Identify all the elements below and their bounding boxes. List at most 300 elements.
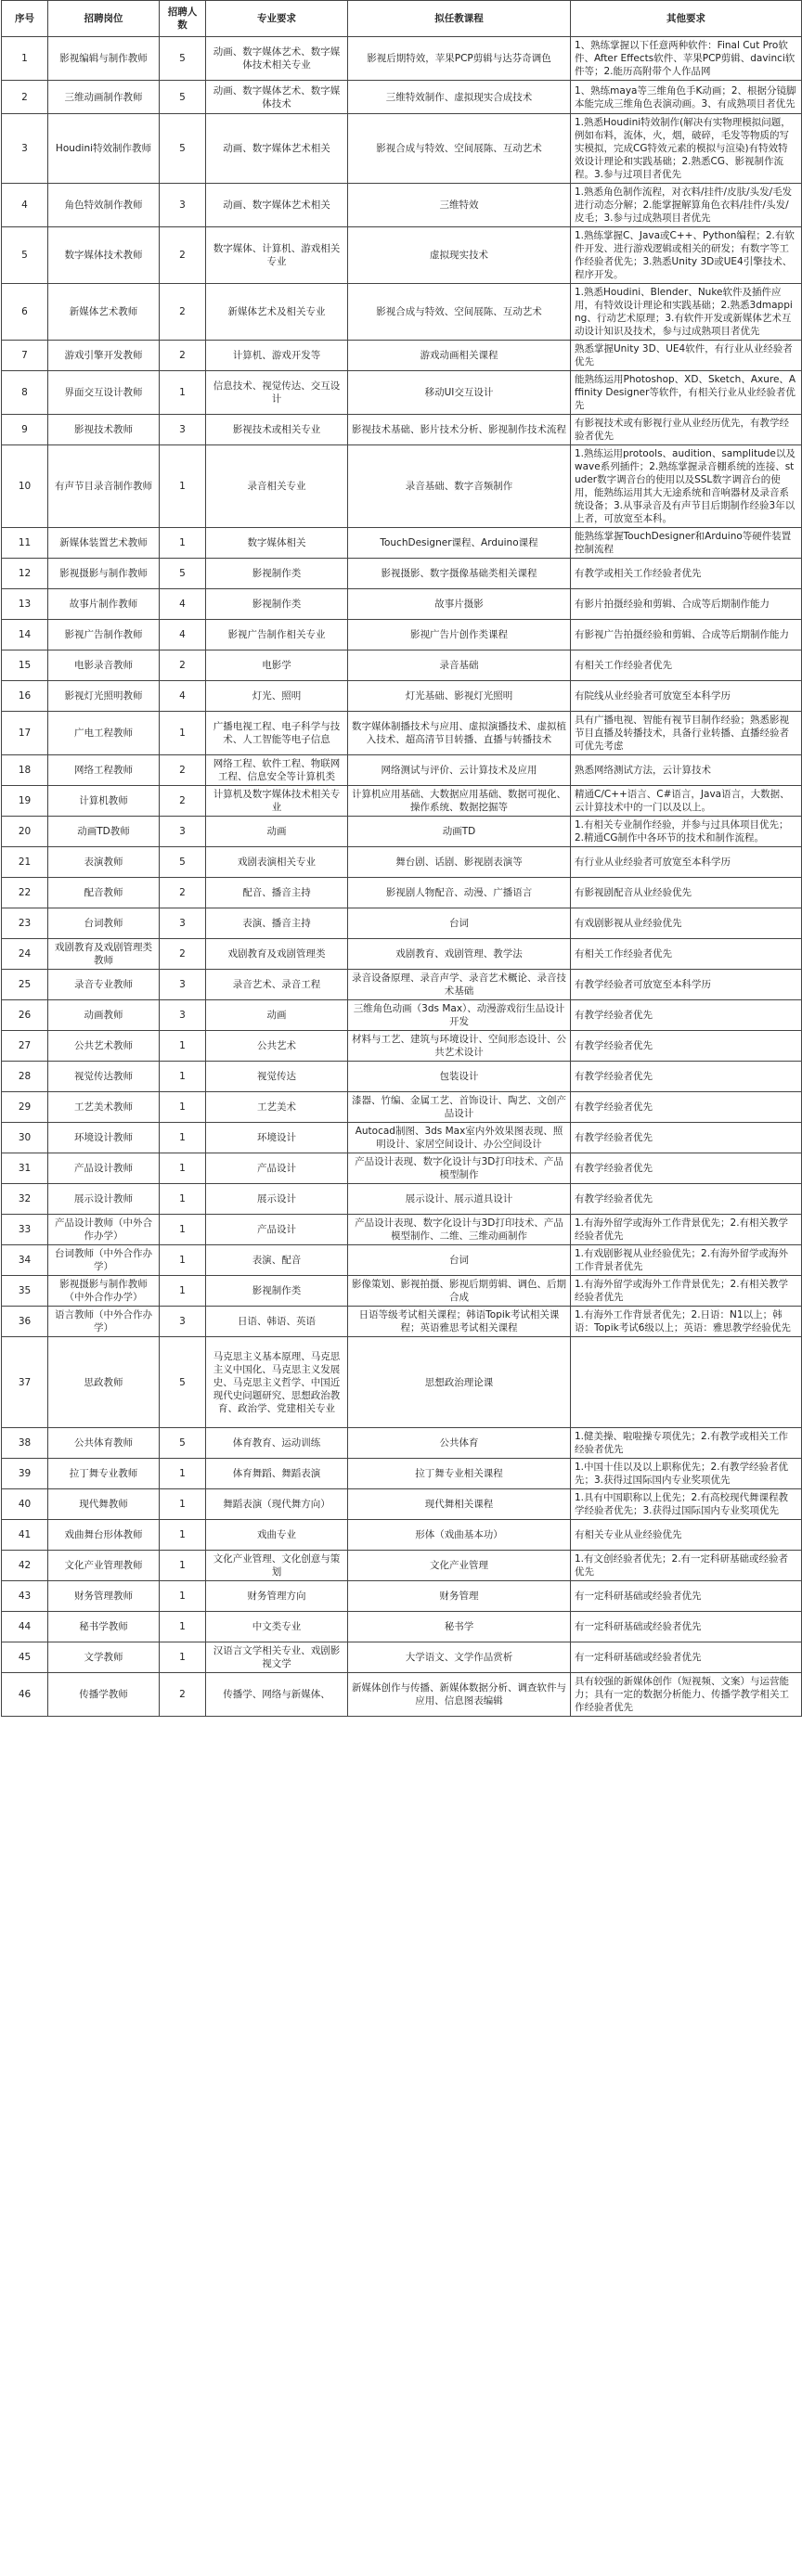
cell-position: 财务管理教师 xyxy=(48,1581,160,1612)
table-row xyxy=(2,1489,802,1520)
cell-major: 传播学、网络与新媒体、 xyxy=(206,1673,348,1717)
cell-no: 2 xyxy=(2,81,48,114)
cell-count: 3 xyxy=(160,415,206,445)
cell-no: 24 xyxy=(2,939,48,970)
cell-major: 日语、韩语、英语 xyxy=(206,1307,348,1337)
cell-course: 漆器、竹编、金属工艺、首饰设计、陶艺、文创产品设计 xyxy=(348,1092,571,1123)
cell-major: 舞蹈表演（现代舞方向） xyxy=(206,1489,348,1520)
cell-position: 有声节目录音制作教师 xyxy=(48,445,160,528)
cell-major: 录音相关专业 xyxy=(206,445,348,528)
cell-no: 42 xyxy=(2,1551,48,1581)
cell-other: 1.有文创经验者优先；2.有一定科研基础或经验者优先 xyxy=(571,1551,802,1581)
header-position: 招聘岗位 xyxy=(48,1,160,37)
cell-course: 影视合成与特效、空间展陈、互动艺术 xyxy=(348,114,571,184)
cell-position: 影视灯光照明教师 xyxy=(48,681,160,712)
cell-other: 1、熟练掌握以下任意两种软件：Final Cut Pro软件、After Effects软件、苹果PCP剪辑、davinci软件等；2.能历高附带个人作品网 xyxy=(571,37,802,81)
table-row xyxy=(2,755,802,786)
cell-count: 1 xyxy=(160,1489,206,1520)
cell-major: 中文类专业 xyxy=(206,1612,348,1642)
table-row xyxy=(2,817,802,847)
cell-no: 8 xyxy=(2,371,48,415)
cell-other: 有行业从业经验者可放宽至本科学历 xyxy=(571,847,802,878)
cell-count: 4 xyxy=(160,589,206,620)
cell-no: 9 xyxy=(2,415,48,445)
cell-position: 戏曲舞台形体教师 xyxy=(48,1520,160,1551)
cell-other: 1.熟悉Houdini、Blender、Nuke软件及插件应用，有特效设计理论和实践基础；2.熟悉3dmapping、行动艺术原理；3.有软件开发或新媒体艺术互动设计知识及技术，参与过成熟项目者优先 xyxy=(571,284,802,341)
header-no: 序号 xyxy=(2,1,48,37)
cell-other: 有相关专业从业经验优先 xyxy=(571,1520,802,1551)
cell-no: 40 xyxy=(2,1489,48,1520)
cell-no: 43 xyxy=(2,1581,48,1612)
cell-count: 1 xyxy=(160,1062,206,1092)
cell-count: 2 xyxy=(160,786,206,817)
cell-major: 马克思主义基本原理、马克思主义中国化、马克思主义发展史、马克思主义哲学、中国近现代史问题研究、思想政治教育、政治学、党建相关专业 xyxy=(206,1337,348,1428)
table-row xyxy=(2,1123,802,1153)
cell-no: 35 xyxy=(2,1276,48,1307)
cell-course: 新媒体创作与传播、新媒体数据分析、调查软件与应用、信息图表编辑 xyxy=(348,1673,571,1717)
cell-no: 32 xyxy=(2,1184,48,1215)
cell-no: 39 xyxy=(2,1459,48,1489)
table-row xyxy=(2,878,802,908)
cell-count: 2 xyxy=(160,939,206,970)
cell-position: 动画TD教师 xyxy=(48,817,160,847)
cell-no: 14 xyxy=(2,620,48,650)
cell-other: 有相关工作经验者优先 xyxy=(571,650,802,681)
table-row xyxy=(2,1245,802,1276)
cell-position: 影视编辑与制作教师 xyxy=(48,37,160,81)
cell-course: 录音设备原理、录音声学、录音艺术概论、录音技术基础 xyxy=(348,970,571,1000)
cell-course: 影视合成与特效、空间展陈、互动艺术 xyxy=(348,284,571,341)
cell-other: 1.熟悉角色制作流程，对衣料/挂件/皮肤/头发/毛发进行动态分解；2.能掌握解算角色衣料/挂件/头发/皮毛；3.参与过成熟项目者优先 xyxy=(571,184,802,227)
cell-no: 31 xyxy=(2,1153,48,1184)
table-row xyxy=(2,284,802,341)
cell-count: 1 xyxy=(160,1123,206,1153)
cell-count: 1 xyxy=(160,1245,206,1276)
cell-other: 有影视广告拍摄经验和剪辑、合成等后期制作能力 xyxy=(571,620,802,650)
cell-other: 1.具有中国职称以上优先；2.有高校现代舞课程教学经验者优先；3.获得过国际国内专业奖项优先 xyxy=(571,1489,802,1520)
cell-course: 思想政治理论课 xyxy=(348,1337,571,1428)
cell-course: 秘书学 xyxy=(348,1612,571,1642)
cell-count: 1 xyxy=(160,1153,206,1184)
cell-major: 文化产业管理、文化创意与策划 xyxy=(206,1551,348,1581)
cell-major: 计算机、游戏开发等 xyxy=(206,341,348,371)
cell-course: 文化产业管理 xyxy=(348,1551,571,1581)
cell-count: 4 xyxy=(160,620,206,650)
cell-position: 工艺美术教师 xyxy=(48,1092,160,1123)
cell-major: 信息技术、视觉传达、交互设计 xyxy=(206,371,348,415)
cell-position: 台词教师（中外合作办学） xyxy=(48,1245,160,1276)
cell-position: 公共体育教师 xyxy=(48,1428,160,1459)
header-course: 拟任教课程 xyxy=(348,1,571,37)
cell-position: 现代舞教师 xyxy=(48,1489,160,1520)
cell-count: 5 xyxy=(160,37,206,81)
cell-other: 有相关工作经验者优先 xyxy=(571,939,802,970)
cell-no: 23 xyxy=(2,908,48,939)
table-row xyxy=(2,1337,802,1428)
cell-course: 拉丁舞专业相关课程 xyxy=(348,1459,571,1489)
cell-course: 三维特效制作、虚拟现实合成技术 xyxy=(348,81,571,114)
cell-no: 16 xyxy=(2,681,48,712)
table-row xyxy=(2,1551,802,1581)
table-row xyxy=(2,1092,802,1123)
cell-position: 新媒体装置艺术教师 xyxy=(48,528,160,559)
cell-major: 影视技术或相关专业 xyxy=(206,415,348,445)
cell-other: 1.熟练运用protools、audition、samplitude以及wave系列插件；2.熟练掌握录音棚系统的连接、studer数字调音台的使用以及SSL数字调音台的使用，能熟练运用其大无途系统和音响器材及录音系统设备；3.从事录音及有声节目后期制作经验3年以上者，可放宽至本科。 xyxy=(571,445,802,528)
cell-count: 3 xyxy=(160,1000,206,1031)
cell-other: 能熟练运用Photoshop、XD、Sketch、Axure、Affinity Designer等软件，有相关行业从业经验者优先 xyxy=(571,371,802,415)
cell-other: 能熟练掌握TouchDesigner和Arduino等硬件装置控制流程 xyxy=(571,528,802,559)
cell-position: 产品设计教师 xyxy=(48,1153,160,1184)
table-row xyxy=(2,589,802,620)
cell-count: 1 xyxy=(160,1031,206,1062)
cell-course: 录音基础、数字音频制作 xyxy=(348,445,571,528)
cell-course: 大学语文、文学作品赏析 xyxy=(348,1642,571,1673)
cell-other: 有教学经验者优先 xyxy=(571,1123,802,1153)
cell-position: 影视技术教师 xyxy=(48,415,160,445)
cell-other: 精通C/C++语言、C#语言，Java语言，大数据、云计算技术中的一门以及以上。 xyxy=(571,786,802,817)
table-row xyxy=(2,939,802,970)
cell-count: 5 xyxy=(160,1428,206,1459)
cell-major: 体育舞蹈、舞蹈表演 xyxy=(206,1459,348,1489)
cell-course: 影视技术基础、影片技术分析、影视制作技术流程 xyxy=(348,415,571,445)
cell-no: 25 xyxy=(2,970,48,1000)
cell-no: 30 xyxy=(2,1123,48,1153)
cell-course: 产品设计表现、数字化设计与3D打印技术、产品模型制作、二维、三维动画制作 xyxy=(348,1215,571,1245)
cell-position: 环境设计教师 xyxy=(48,1123,160,1153)
table-row xyxy=(2,1031,802,1062)
table-row xyxy=(2,847,802,878)
cell-position: 文化产业管理教师 xyxy=(48,1551,160,1581)
table-row xyxy=(2,184,802,227)
cell-course: 影像策划、影视拍摄、影视后期剪辑、调色、后期合成 xyxy=(348,1276,571,1307)
cell-count: 1 xyxy=(160,1551,206,1581)
cell-count: 1 xyxy=(160,445,206,528)
cell-other: 熟悉掌握Unity 3D、UE4软件，有行业从业经验者优先 xyxy=(571,341,802,371)
table-row xyxy=(2,1215,802,1245)
cell-course: 虚拟现实技术 xyxy=(348,227,571,284)
cell-count: 5 xyxy=(160,847,206,878)
cell-major: 视觉传达 xyxy=(206,1062,348,1092)
cell-no: 7 xyxy=(2,341,48,371)
cell-other: 1.有海外留学或海外工作背景优先；2.有相关教学经验者优先 xyxy=(571,1276,802,1307)
cell-course: 展示设计、展示道具设计 xyxy=(348,1184,571,1215)
table-row xyxy=(2,1184,802,1215)
cell-no: 12 xyxy=(2,559,48,589)
cell-no: 38 xyxy=(2,1428,48,1459)
cell-no: 27 xyxy=(2,1031,48,1062)
cell-other: 熟悉网络测试方法，云计算技术 xyxy=(571,755,802,786)
table-row xyxy=(2,712,802,755)
cell-count: 1 xyxy=(160,712,206,755)
cell-other: 有教学经验者优先 xyxy=(571,1062,802,1092)
cell-position: 影视广告制作教师 xyxy=(48,620,160,650)
cell-position: 录音专业教师 xyxy=(48,970,160,1000)
cell-major: 表演、配音 xyxy=(206,1245,348,1276)
cell-course: 财务管理 xyxy=(348,1581,571,1612)
cell-other: 有院线从业经验者可放宽至本科学历 xyxy=(571,681,802,712)
cell-count: 5 xyxy=(160,81,206,114)
cell-position: 展示设计教师 xyxy=(48,1184,160,1215)
cell-other: 有教学经验者优先 xyxy=(571,1153,802,1184)
table-row xyxy=(2,1062,802,1092)
cell-position: 配音教师 xyxy=(48,878,160,908)
cell-other: 有影片拍摄经验和剪辑、合成等后期制作能力 xyxy=(571,589,802,620)
cell-position: 新媒体艺术教师 xyxy=(48,284,160,341)
cell-position: 数字媒体技术教师 xyxy=(48,227,160,284)
cell-course: 影视剧人物配音、动漫、广播语言 xyxy=(348,878,571,908)
cell-other: 有教学经验者优先 xyxy=(571,1000,802,1031)
cell-no: 34 xyxy=(2,1245,48,1276)
cell-no: 37 xyxy=(2,1337,48,1428)
cell-major: 数字媒体相关 xyxy=(206,528,348,559)
cell-count: 1 xyxy=(160,1215,206,1245)
cell-other: 1.熟练掌握C、Java或C++、Python编程；2.有软件开发、进行游戏逻辑或相关的研发；有数字等工作经验者优先；3.熟悉Unity 3D或UE4引擎技术、程序开发。 xyxy=(571,227,802,284)
cell-position: 广电工程教师 xyxy=(48,712,160,755)
cell-no: 10 xyxy=(2,445,48,528)
cell-position: 秘书学教师 xyxy=(48,1612,160,1642)
cell-position: 戏剧教育及戏剧管理类教师 xyxy=(48,939,160,970)
cell-other: 具有较强的新媒体创作（短视频、文案）与运营能力；具有一定的数据分析能力、传播学教学相关工作经验者优先 xyxy=(571,1673,802,1717)
cell-course: 游戏动画相关课程 xyxy=(348,341,571,371)
table-row xyxy=(2,1459,802,1489)
cell-major: 公共艺术 xyxy=(206,1031,348,1062)
cell-major: 新媒体艺术及相关专业 xyxy=(206,284,348,341)
cell-position: 视觉传达教师 xyxy=(48,1062,160,1092)
cell-major: 影视广告制作相关专业 xyxy=(206,620,348,650)
cell-other: 有一定科研基础或经验者优先 xyxy=(571,1642,802,1673)
cell-major: 广播电视工程、电子科学与技术、人工智能等电子信息 xyxy=(206,712,348,755)
cell-no: 46 xyxy=(2,1673,48,1717)
cell-no: 21 xyxy=(2,847,48,878)
table-row xyxy=(2,371,802,415)
cell-no: 1 xyxy=(2,37,48,81)
cell-count: 1 xyxy=(160,1520,206,1551)
cell-other: 1.熟悉Houdini特效制作(解决有实物理模拟问题，例如布料，流体，火，烟，破碎，毛发等物质的写实模拟，完成CG特效元素的模拟与渲染)有特效特效设计理论和实践基础；2.熟悉CG、影视制作流程。3.参与过项目者优先 xyxy=(571,114,802,184)
cell-course: 戏剧教育、戏剧管理、教学法 xyxy=(348,939,571,970)
table-body xyxy=(2,37,802,1717)
cell-course: 计算机应用基础、大数据应用基础、数据可视化、操作系统、数据挖掘等 xyxy=(348,786,571,817)
cell-count: 3 xyxy=(160,184,206,227)
table-row xyxy=(2,445,802,528)
cell-course: 网络测试与评价、云计算技术及应用 xyxy=(348,755,571,786)
cell-count: 3 xyxy=(160,908,206,939)
cell-major: 配音、播音主持 xyxy=(206,878,348,908)
cell-other: 有教学经验者可放宽至本科学历 xyxy=(571,970,802,1000)
cell-no: 20 xyxy=(2,817,48,847)
cell-major: 环境设计 xyxy=(206,1123,348,1153)
cell-position: 三维动画制作教师 xyxy=(48,81,160,114)
cell-position: 动画教师 xyxy=(48,1000,160,1031)
cell-no: 17 xyxy=(2,712,48,755)
cell-position: 角色特效制作教师 xyxy=(48,184,160,227)
cell-count: 4 xyxy=(160,681,206,712)
cell-count: 5 xyxy=(160,1337,206,1428)
table-row xyxy=(2,1612,802,1642)
cell-count: 3 xyxy=(160,817,206,847)
cell-position: 电影录音教师 xyxy=(48,650,160,681)
cell-major: 数字媒体、计算机、游戏相关专业 xyxy=(206,227,348,284)
table-row xyxy=(2,650,802,681)
cell-other: 有教学或相关工作经验者优先 xyxy=(571,559,802,589)
cell-position: 故事片制作教师 xyxy=(48,589,160,620)
cell-major: 戏剧表演相关专业 xyxy=(206,847,348,878)
cell-position: 文学教师 xyxy=(48,1642,160,1673)
cell-count: 3 xyxy=(160,1307,206,1337)
table-row xyxy=(2,81,802,114)
cell-other: 有教学经验者优先 xyxy=(571,1031,802,1062)
cell-count: 5 xyxy=(160,114,206,184)
header-major: 专业要求 xyxy=(206,1,348,37)
cell-position: 计算机教师 xyxy=(48,786,160,817)
cell-no: 36 xyxy=(2,1307,48,1337)
cell-count: 1 xyxy=(160,1092,206,1123)
cell-position: 影视摄影与制作教师 xyxy=(48,559,160,589)
cell-other: 有影视剧配音从业经验优先 xyxy=(571,878,802,908)
cell-other: 1.中国十佳以及以上职称优先；2.有教学经验者优先；3.获得过国际国内专业奖项优先 xyxy=(571,1459,802,1489)
cell-count: 1 xyxy=(160,1184,206,1215)
table-row xyxy=(2,227,802,284)
cell-no: 4 xyxy=(2,184,48,227)
cell-other: 1.有海外留学或海外工作背景优先；2.有相关教学经验者优先 xyxy=(571,1215,802,1245)
cell-count: 2 xyxy=(160,1673,206,1717)
cell-course: Autocad制图、3ds Max室内外效果图表现、照明设计、家居空间设计、办公空间设计 xyxy=(348,1123,571,1153)
cell-course: 日语等级考试相关课程；韩语Topik考试相关课程；英语雅思考试相关课程 xyxy=(348,1307,571,1337)
cell-major: 动画、数字媒体艺术相关 xyxy=(206,114,348,184)
recruitment-table xyxy=(1,0,802,1717)
cell-major: 影视制作类 xyxy=(206,589,348,620)
table-row xyxy=(2,37,802,81)
cell-no: 33 xyxy=(2,1215,48,1245)
cell-no: 29 xyxy=(2,1092,48,1123)
cell-position: 表演教师 xyxy=(48,847,160,878)
cell-major: 影视制作类 xyxy=(206,1276,348,1307)
cell-other: 有教学经验者优先 xyxy=(571,1184,802,1215)
table-row xyxy=(2,341,802,371)
cell-major: 体育教育、运动训练 xyxy=(206,1428,348,1459)
table-row xyxy=(2,114,802,184)
cell-no: 15 xyxy=(2,650,48,681)
cell-no: 6 xyxy=(2,284,48,341)
cell-other: 有一定科研基础或经验者优先 xyxy=(571,1581,802,1612)
table-row xyxy=(2,970,802,1000)
cell-position: Houdini特效制作教师 xyxy=(48,114,160,184)
table-row xyxy=(2,1000,802,1031)
cell-no: 41 xyxy=(2,1520,48,1551)
cell-count: 1 xyxy=(160,1276,206,1307)
header-count: 招聘人数 xyxy=(160,1,206,37)
cell-no: 19 xyxy=(2,786,48,817)
table-row xyxy=(2,1153,802,1184)
cell-major: 网络工程、软件工程、物联网工程、信息安全等计算机类 xyxy=(206,755,348,786)
table-row xyxy=(2,1673,802,1717)
cell-count: 2 xyxy=(160,755,206,786)
table-row xyxy=(2,1642,802,1673)
cell-no: 44 xyxy=(2,1612,48,1642)
cell-course: 包装设计 xyxy=(348,1062,571,1092)
cell-count: 3 xyxy=(160,970,206,1000)
cell-position: 影视摄影与制作教师（中外合作办学） xyxy=(48,1276,160,1307)
cell-no: 13 xyxy=(2,589,48,620)
cell-count: 1 xyxy=(160,528,206,559)
cell-other: 有影视技术或有影视行业从业经历优先，有教学经验者优先 xyxy=(571,415,802,445)
cell-major: 灯光、照明 xyxy=(206,681,348,712)
cell-position: 网络工程教师 xyxy=(48,755,160,786)
cell-course: 故事片摄影 xyxy=(348,589,571,620)
cell-course: 数字媒体制播技术与应用、虚拟演播技术、虚拟植入技术、超高清节目转播、直播与转播技术 xyxy=(348,712,571,755)
table-row xyxy=(2,1307,802,1337)
cell-other: 1.有戏剧影视从业经验优先；2.有海外留学或海外工作背景者优先 xyxy=(571,1245,802,1276)
cell-course: 现代舞相关课程 xyxy=(348,1489,571,1520)
cell-course: 动画TD xyxy=(348,817,571,847)
cell-major: 展示设计 xyxy=(206,1184,348,1215)
table-row xyxy=(2,559,802,589)
cell-major: 产品设计 xyxy=(206,1153,348,1184)
cell-course: 舞台剧、话剧、影视剧表演等 xyxy=(348,847,571,878)
table-row xyxy=(2,1428,802,1459)
cell-count: 2 xyxy=(160,878,206,908)
table-row xyxy=(2,1581,802,1612)
cell-count: 2 xyxy=(160,284,206,341)
cell-no: 18 xyxy=(2,755,48,786)
cell-position: 拉丁舞专业教师 xyxy=(48,1459,160,1489)
cell-no: 3 xyxy=(2,114,48,184)
table-row xyxy=(2,908,802,939)
cell-other: 1.有相关专业制作经验，并参与过具体项目优先；2.精通CG制作中各环节的技术和制作流程。 xyxy=(571,817,802,847)
cell-course: 台词 xyxy=(348,908,571,939)
cell-position: 思政教师 xyxy=(48,1337,160,1428)
cell-major: 动画 xyxy=(206,817,348,847)
cell-position: 台词教师 xyxy=(48,908,160,939)
table-row xyxy=(2,528,802,559)
cell-position: 语言教师（中外合作办学） xyxy=(48,1307,160,1337)
cell-count: 1 xyxy=(160,371,206,415)
cell-other xyxy=(571,1337,802,1428)
cell-major: 动画、数字媒体艺术、数字媒体技术相关专业 xyxy=(206,37,348,81)
cell-other: 1、熟练maya等三维角色手K动画；2、根据分镜脚本能完成三维角色表演动画。3、有成熟项目者优先 xyxy=(571,81,802,114)
table-header-row xyxy=(2,1,802,37)
cell-no: 5 xyxy=(2,227,48,284)
cell-no: 26 xyxy=(2,1000,48,1031)
cell-position: 界面交互设计教师 xyxy=(48,371,160,415)
cell-major: 电影学 xyxy=(206,650,348,681)
cell-course: 影视后期特效，苹果PCP剪辑与达芬奇调色 xyxy=(348,37,571,81)
cell-no: 22 xyxy=(2,878,48,908)
cell-major: 影视制作类 xyxy=(206,559,348,589)
cell-count: 2 xyxy=(160,341,206,371)
cell-major: 工艺美术 xyxy=(206,1092,348,1123)
cell-major: 动画 xyxy=(206,1000,348,1031)
cell-course: 三维特效 xyxy=(348,184,571,227)
cell-position: 游戏引擎开发教师 xyxy=(48,341,160,371)
cell-other: 具有广播电视、智能有视节目制作经验；熟悉影视节目直播及转播技术，具备行业转播、直播经验者可优先考虑 xyxy=(571,712,802,755)
cell-count: 1 xyxy=(160,1642,206,1673)
cell-major: 动画、数字媒体艺术相关 xyxy=(206,184,348,227)
cell-major: 财务管理方向 xyxy=(206,1581,348,1612)
cell-count: 1 xyxy=(160,1612,206,1642)
cell-count: 5 xyxy=(160,559,206,589)
cell-no: 45 xyxy=(2,1642,48,1673)
table-row xyxy=(2,681,802,712)
cell-course: 影视广告片创作类课程 xyxy=(348,620,571,650)
cell-major: 汉语言文学相关专业、戏剧影视文学 xyxy=(206,1642,348,1673)
cell-count: 2 xyxy=(160,650,206,681)
cell-no: 11 xyxy=(2,528,48,559)
cell-course: 材料与工艺、建筑与环境设计、空间形态设计、公共艺术设计 xyxy=(348,1031,571,1062)
cell-no: 28 xyxy=(2,1062,48,1092)
cell-other: 1.健美操、啦啦操专项优先；2.有教学或相关工作经验者优先 xyxy=(571,1428,802,1459)
cell-other: 有戏剧影视从业经验优先 xyxy=(571,908,802,939)
cell-course: 影视摄影、数字摄像基础类相关课程 xyxy=(348,559,571,589)
